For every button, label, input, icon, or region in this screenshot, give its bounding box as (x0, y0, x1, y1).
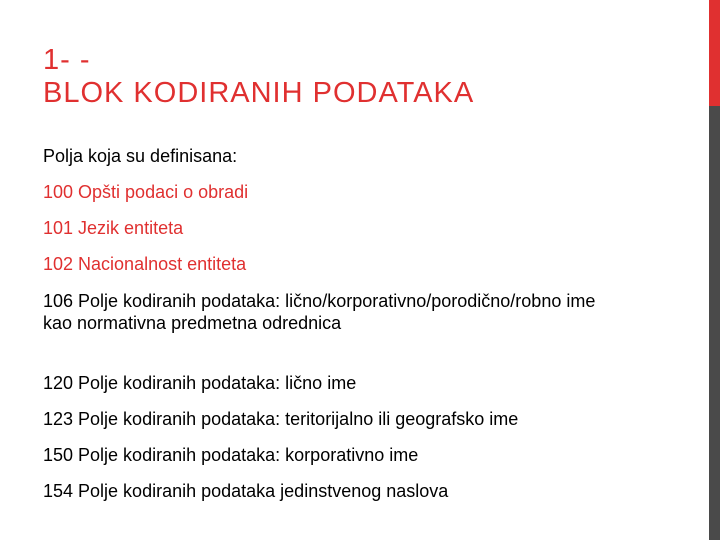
accent-bar-bottom (709, 106, 720, 540)
list-item-120: 120 Polje kodiranih podataka: lično ime (43, 373, 357, 393)
list-item-100: 100 Opšti podaci o obradi (43, 182, 249, 202)
list-item-106: 106 Polje kodiranih podataka: lično/korporativno/porodično/robno ime kao normativna predmetna odrednica (43, 291, 596, 333)
slide-title-line-2: BLOK KODIRANIH PODATAKA (43, 77, 475, 109)
list-item-102: 102 Nacionalnost entiteta (43, 254, 247, 274)
slide-title-line-1: 1- - (43, 44, 91, 76)
slide-title (43, 44, 683, 110)
accent-bar-top (709, 0, 720, 106)
list-item-123: 123 Polje kodiranih podataka: teritorijalno ili geografsko ime (43, 409, 519, 429)
list-intro: Polja koja su definisana: (43, 146, 238, 166)
list-item-101: 101 Jezik entiteta (43, 218, 184, 238)
list-item-154: 154 Polje kodiranih podataka jedinstvenog naslova (43, 481, 449, 501)
list-item-150: 150 Polje kodiranih podataka: korporativno ime (43, 445, 419, 465)
